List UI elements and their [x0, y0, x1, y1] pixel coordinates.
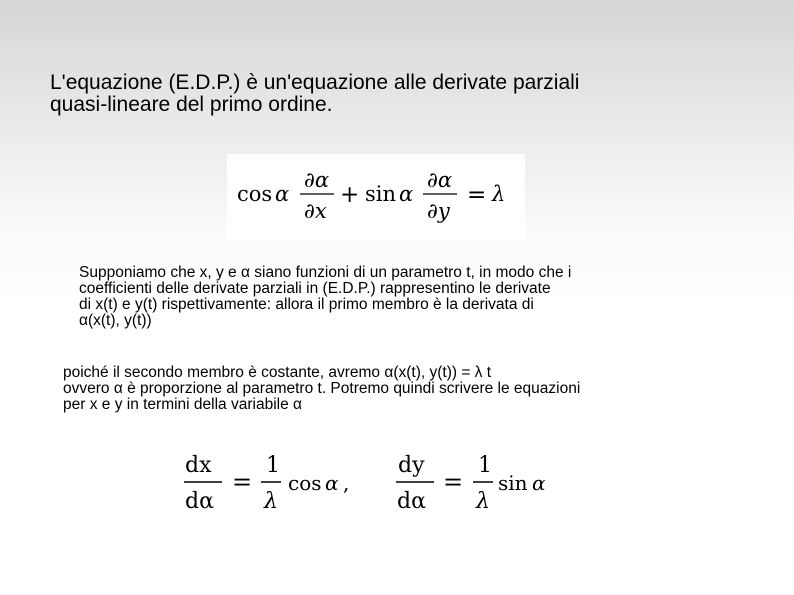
eq2-alpha-2: α	[532, 471, 546, 495]
eq1-cos: cos	[237, 182, 273, 206]
para2-line-2: ovvero α è proporzione al parametro t. Potremo quindi scrivere le equazioni	[63, 380, 581, 397]
eq2-dalpha-1: dα	[185, 489, 214, 514]
para1-line-4: α(x(t), y(t))	[79, 312, 152, 329]
eq1-equals: =	[467, 182, 487, 208]
eq1-alpha-1: α	[275, 182, 290, 206]
eq1-plus: +	[340, 182, 360, 208]
eq1-partial-y: ∂y	[427, 199, 450, 223]
title-line-2: quasi-lineare del primo ordine.	[50, 93, 333, 116]
eq2-dalpha-2: dα	[397, 489, 426, 514]
eq2-equals-1: =	[232, 468, 253, 496]
eq1-sin: sin	[365, 182, 397, 206]
eq1-partial-alpha-num-1: ∂α	[304, 168, 330, 192]
characteristic-equations	[180, 445, 570, 525]
page-title	[50, 72, 730, 116]
eq2-dx: dx	[185, 453, 212, 478]
eq2-alpha-1: α	[325, 471, 339, 495]
para1-line-1: Supponiamo che x, y e α siano funzioni di un parametro t, in modo che i	[79, 264, 572, 281]
eq1-lambda: λ	[492, 182, 506, 206]
eq1-partial-alpha-num-2: ∂α	[427, 168, 453, 192]
para1-line-2: coefficienti delle derivate parziali in (E.D.P.) rappresentino le derivate	[79, 280, 551, 297]
paragraph-conclusion	[63, 365, 743, 413]
eq2-equals-2: =	[443, 468, 464, 496]
para2-line-1: poiché il secondo membro è costante, avremo α(x(t), y(t)) = λ t	[63, 364, 492, 381]
paragraph-hypothesis	[79, 265, 699, 329]
eq2-one-2: 1	[478, 453, 492, 478]
eq2-comma: ,	[343, 471, 350, 495]
eq2-dy: dy	[398, 453, 425, 478]
eq1-partial-x: ∂x	[304, 199, 327, 223]
para1-line-3: di x(t) e y(t) rispettivamente: allora il primo membro è la derivata di	[79, 296, 534, 313]
eq2-sin: sin	[498, 471, 528, 495]
pde-equation	[227, 154, 525, 240]
eq1-alpha-2: α	[399, 182, 414, 206]
title-line-1: L'equazione (E.D.P.) è un'equazione alle derivate parziali	[50, 71, 580, 94]
pde-equation-svg	[227, 154, 525, 240]
eq2-cos: cos	[288, 471, 322, 495]
characteristic-equations-svg	[180, 445, 570, 525]
eq2-one-1: 1	[266, 453, 280, 478]
eq2-lambda-2: λ	[476, 489, 490, 514]
para2-line-3: per x e y in termini della variabile α	[63, 396, 302, 413]
eq2-lambda-1: λ	[264, 489, 278, 514]
